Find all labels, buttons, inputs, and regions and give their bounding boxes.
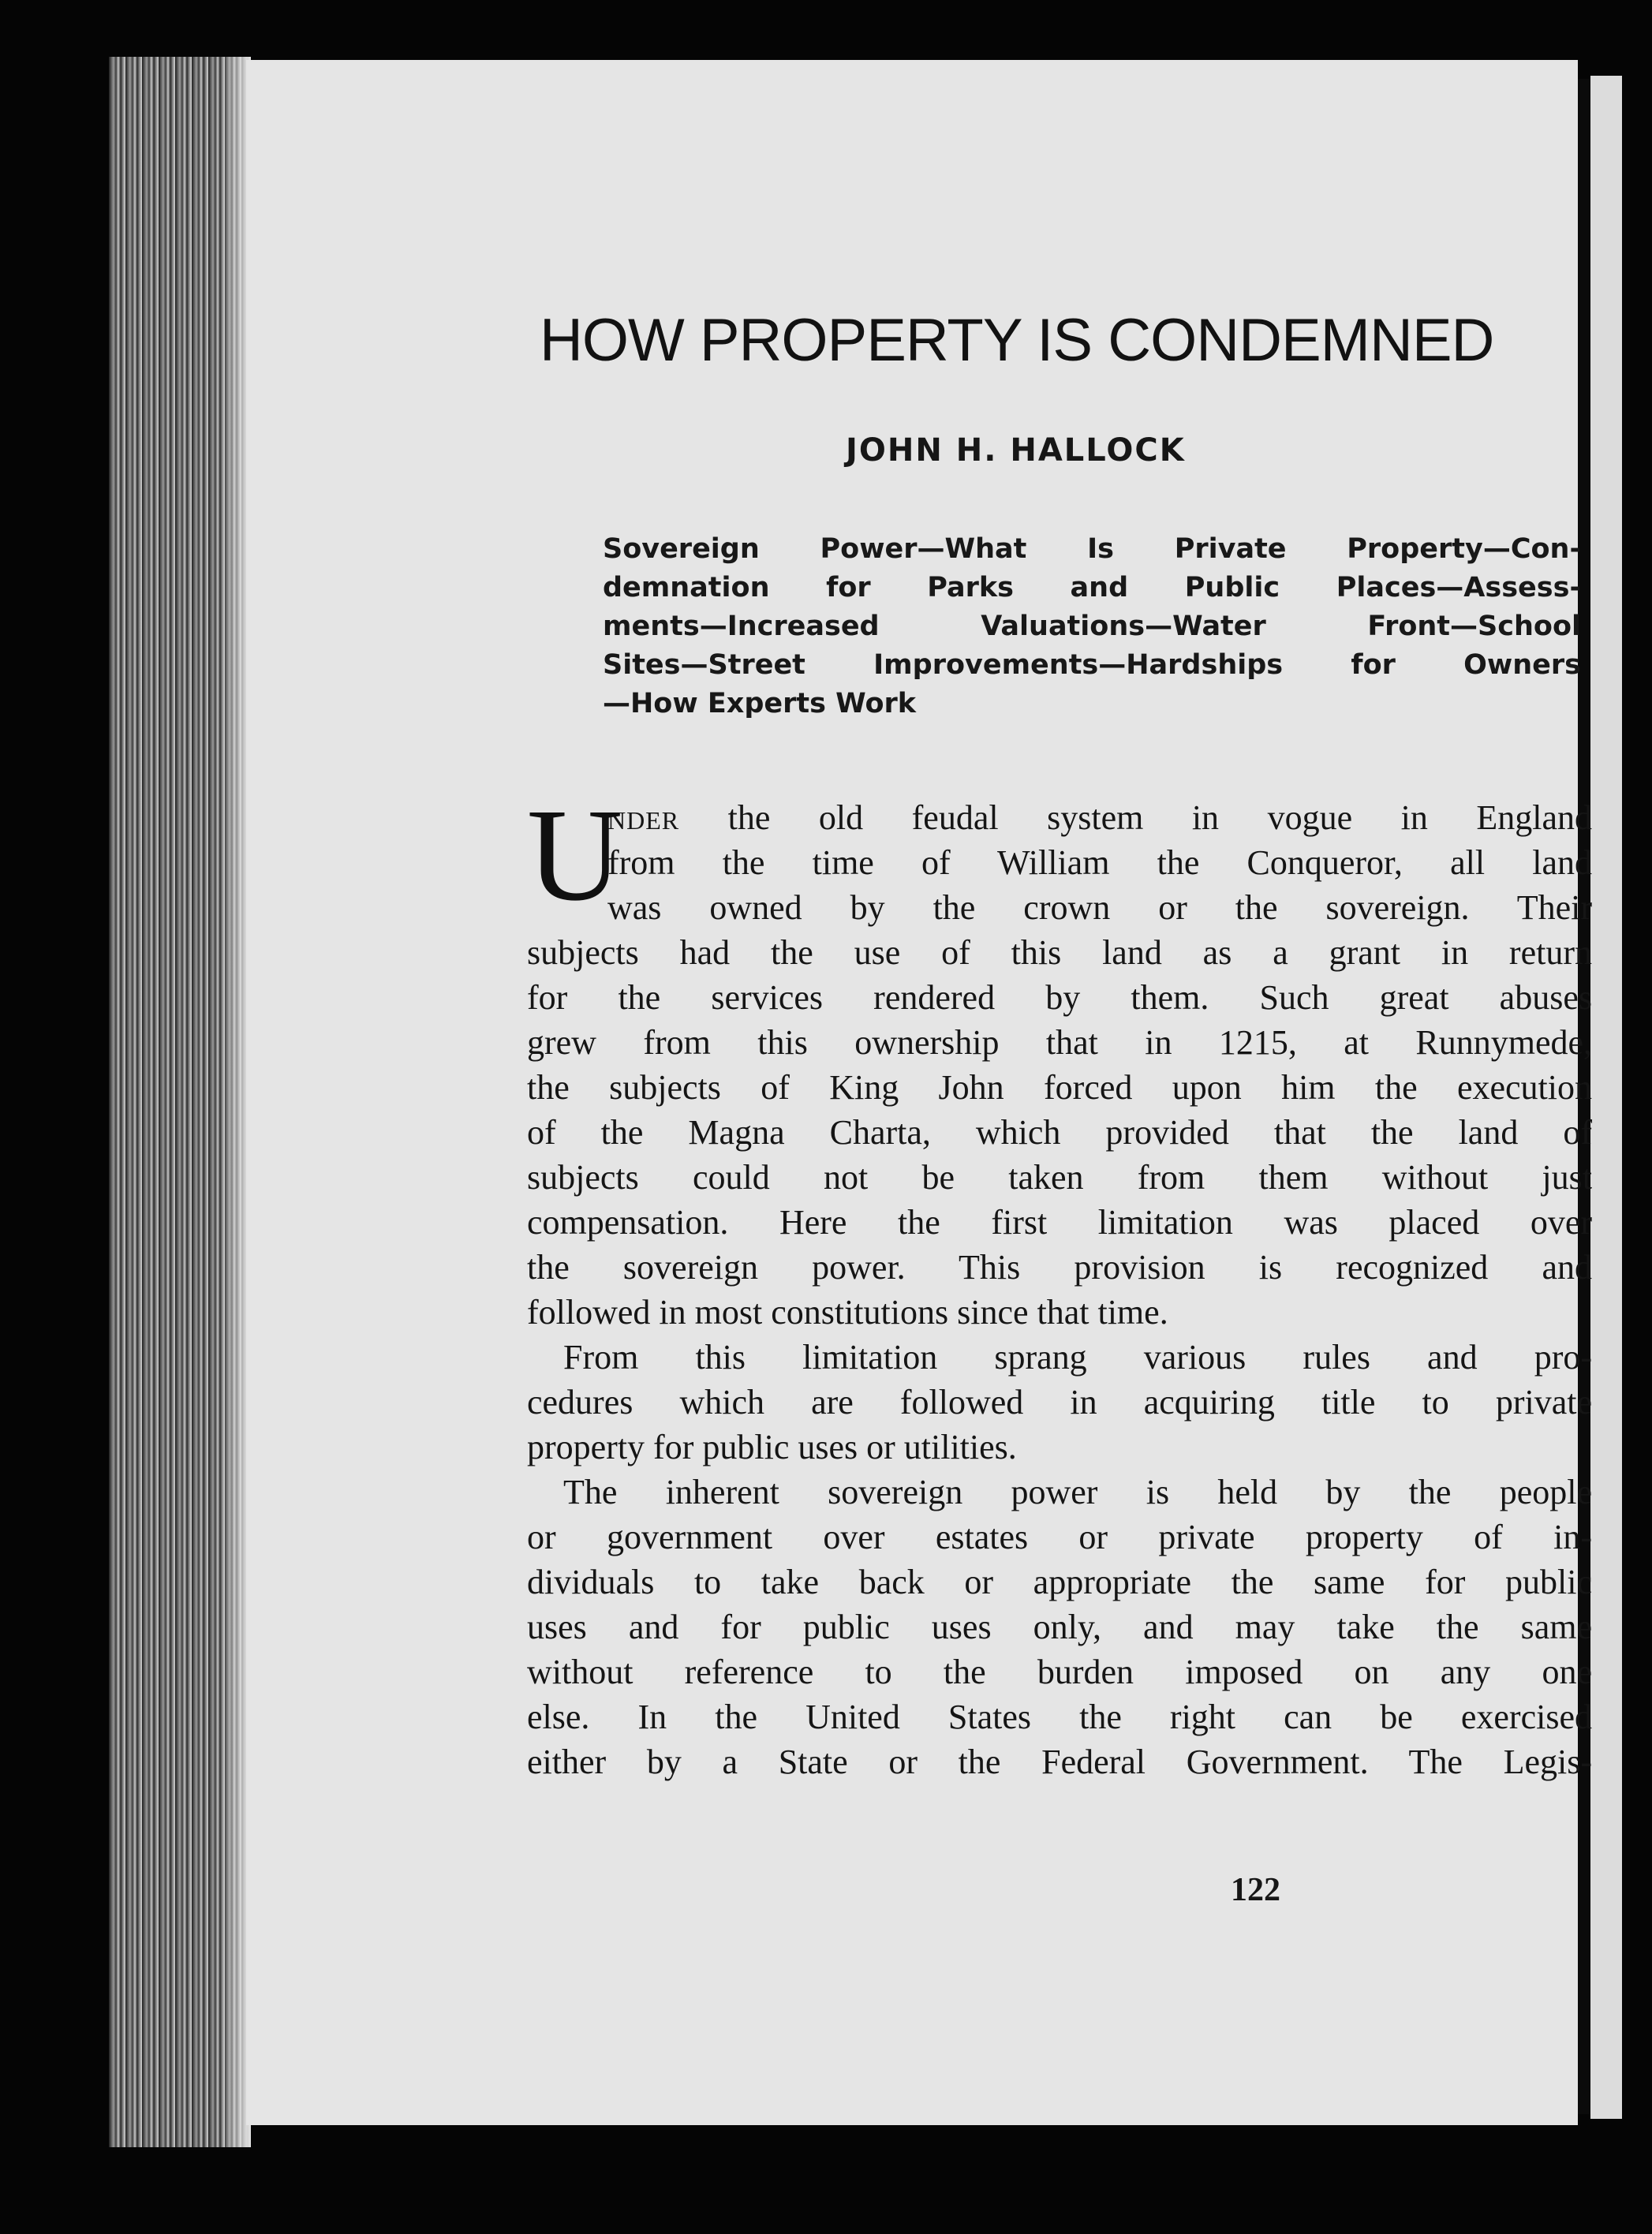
- drop-cap: U: [527, 782, 623, 928]
- body-line: [527, 795, 1592, 840]
- body-line: cedures which are followed in acquiring title to private: [527, 1383, 1592, 1421]
- body-line: from the time of William the Conqueror, all land: [607, 843, 1592, 882]
- body-line: compensation. Here the first limitation was placed over: [527, 1203, 1592, 1242]
- body-line: From this limitation sprang various rules and pro-: [563, 1338, 1592, 1377]
- synopsis-line: Sites—Street Improvements—Hardships for Owners: [603, 649, 1581, 681]
- synopsis-line: demnation for Parks and Public Places—Assess-: [603, 572, 1581, 603]
- body-line: of the Magna Charta, which provided that the land of: [527, 1113, 1592, 1152]
- body-line: followed in most constitutions since that time.: [527, 1293, 1168, 1332]
- article-body: [527, 782, 1592, 1784]
- page-number: 122: [1231, 1872, 1280, 1908]
- body-line: subjects could not be taken from them without just: [527, 1158, 1592, 1197]
- body-line: subjects had the use of this land as a grant in return: [527, 933, 1592, 972]
- synopsis-line: Sovereign Power—What Is Private Property—Con-: [603, 533, 1581, 565]
- body-line: either by a State or the Federal Government. The Legis-: [527, 1743, 1592, 1781]
- article-author: JOHN H. HALLOCK: [846, 432, 1186, 469]
- article-synopsis: [603, 530, 1581, 723]
- body-line: uses and for public uses only, and may take the same: [527, 1608, 1592, 1646]
- body-line: was owned by the crown or the sovereign. Their: [607, 888, 1592, 927]
- facing-page-edge: [1590, 76, 1622, 2119]
- opening-small-caps: NDER: [607, 806, 680, 835]
- body-line: the subjects of King John forced upon him the execution: [527, 1068, 1592, 1107]
- body-line-text: the old feudal system in vogue in England: [679, 798, 1592, 837]
- synopsis-line: —How Experts Work: [603, 688, 917, 719]
- body-line: The inherent sovereign power is held by the people: [563, 1473, 1592, 1511]
- body-line: or government over estates or private property of in-: [527, 1518, 1592, 1556]
- book-binding-edge: [109, 57, 251, 2147]
- body-line: without reference to the burden imposed on any one: [527, 1653, 1592, 1691]
- synopsis-line: ments—Increased Valuations—Water Front—School: [603, 611, 1581, 642]
- body-line: dividuals to take back or appropriate the same for public: [527, 1563, 1592, 1601]
- article-title: HOW PROPERTY IS CONDEMNED: [540, 307, 1494, 374]
- body-line: the sovereign power. This provision is recognized and: [527, 1248, 1592, 1287]
- body-line: property for public uses or utilities.: [527, 1428, 1017, 1466]
- body-line: grew from this ownership that in 1215, at Runnymede,: [527, 1023, 1592, 1062]
- body-line: else. In the United States the right can be exercised: [527, 1698, 1592, 1736]
- body-line: for the services rendered by them. Such great abuses: [527, 978, 1592, 1017]
- book-page: [246, 60, 1592, 2125]
